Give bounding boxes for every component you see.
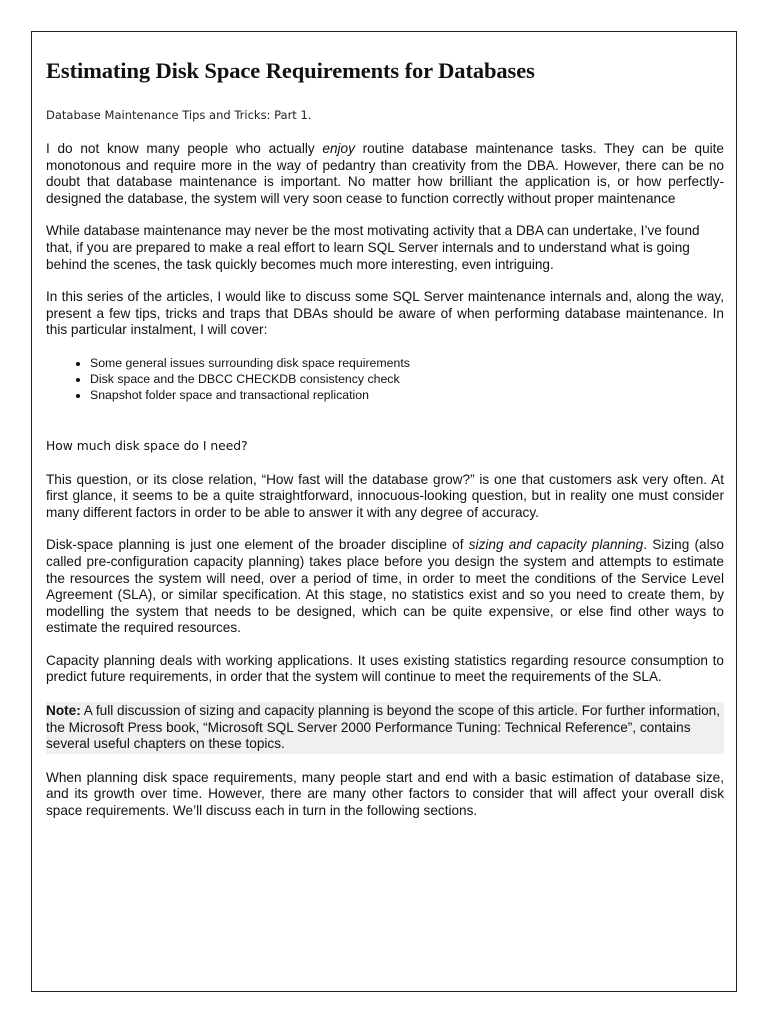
article-subtitle: Database Maintenance Tips and Tricks: Part 1. (46, 108, 312, 122)
paragraph-series: In this series of the articles, I would like to discuss some SQL Server maintenance internals and, along the way, present a few tips, tricks and traps that DBAs should be aware of when performing database maintenance. In this particular instalment, I will cover: (46, 289, 724, 338)
paragraph-sizing (46, 537, 724, 637)
emphasis-sizing: sizing and capacity planning (468, 537, 644, 553)
note-box (46, 702, 724, 754)
list-item: • Snapshot folder space and transactional replication (90, 387, 724, 403)
paragraph-intro (46, 141, 724, 207)
note-text: A full discussion of sizing and capacity planning is beyond the scope of this article. For further information, the Microsoft Press book, “Microsoft SQL Server 2000 Performance Tuning: Technical Reference”, contains several useful chapters on these topics. (46, 703, 721, 752)
article-title: Estimating Disk Space Requirements for Databases (46, 58, 535, 83)
paragraph-capacity: Capacity planning deals with working applications. It uses existing statistics regarding resource consumption to predict future requirements, in order that the system will continue to meet the requirements of the SLA. (46, 652, 724, 685)
article-body (46, 56, 724, 836)
emphasis-enjoy: enjoy (322, 141, 355, 156)
topics-list (46, 355, 724, 404)
list-item: • Disk space and the DBCC CHECKDB consistency check (90, 371, 724, 387)
paragraph-motivation: While database maintenance may never be the most motivating activity that a DBA can undertake, I’ve found that, if you are prepared to make a real effort to learn SQL Server internals and to understand what is going behind the scenes, the task quickly becomes much more interesting, even intriguing. (46, 223, 700, 272)
paragraph-intro-start: I do not know many people who actually (46, 141, 323, 156)
paragraph-intro-rest: routine database maintenance tasks. They can be quite monotonous and require more in the way of pedantry than creativity from the DBA. However, there can be no doubt that database maintenance is important. No matter how brilliant the application is, or how perfectly-designed the database, the system will very soon cease to function correctly without proper maintenance (46, 141, 724, 206)
section-heading: How much disk space do I need? (46, 438, 248, 453)
paragraph-planning: When planning disk space requirements, many people start and end with a basic estimation of database size, and its growth over time. However, there are many other factors to consider that will affect your overall disk space requirements. We’ll discuss each in turn in the following sections. (46, 769, 724, 819)
note-label: Note: (46, 703, 81, 719)
paragraph-sizing-rest: . Sizing (also called pre-configuration capacity planning) takes place before you design the system and attempts to estimate the resources the system will need, over a period of time, in order to meet the conditions of the Service Level Agreement (SLA), or similar specification. At this stage, no statistics exist and so you need to create them, by modelling the system that needs to be designed, which can be quite expensive, or else find other ways to estimate the required resources. (46, 537, 724, 636)
note-paragraph (46, 703, 724, 753)
paragraph-question: This question, or its close relation, “How fast will the database grow?” is one that customers ask very often. At first glance, it seems to be a quite straightforward, innocuous-looking question, but in reality one must consider many different factors in order to be able to answer it with any degree of accuracy. (46, 471, 724, 520)
list-item: • Some general issues surrounding disk space requirements (90, 355, 724, 371)
paragraph-sizing-start: Disk-space planning is just one element of the broader discipline of (46, 537, 469, 553)
